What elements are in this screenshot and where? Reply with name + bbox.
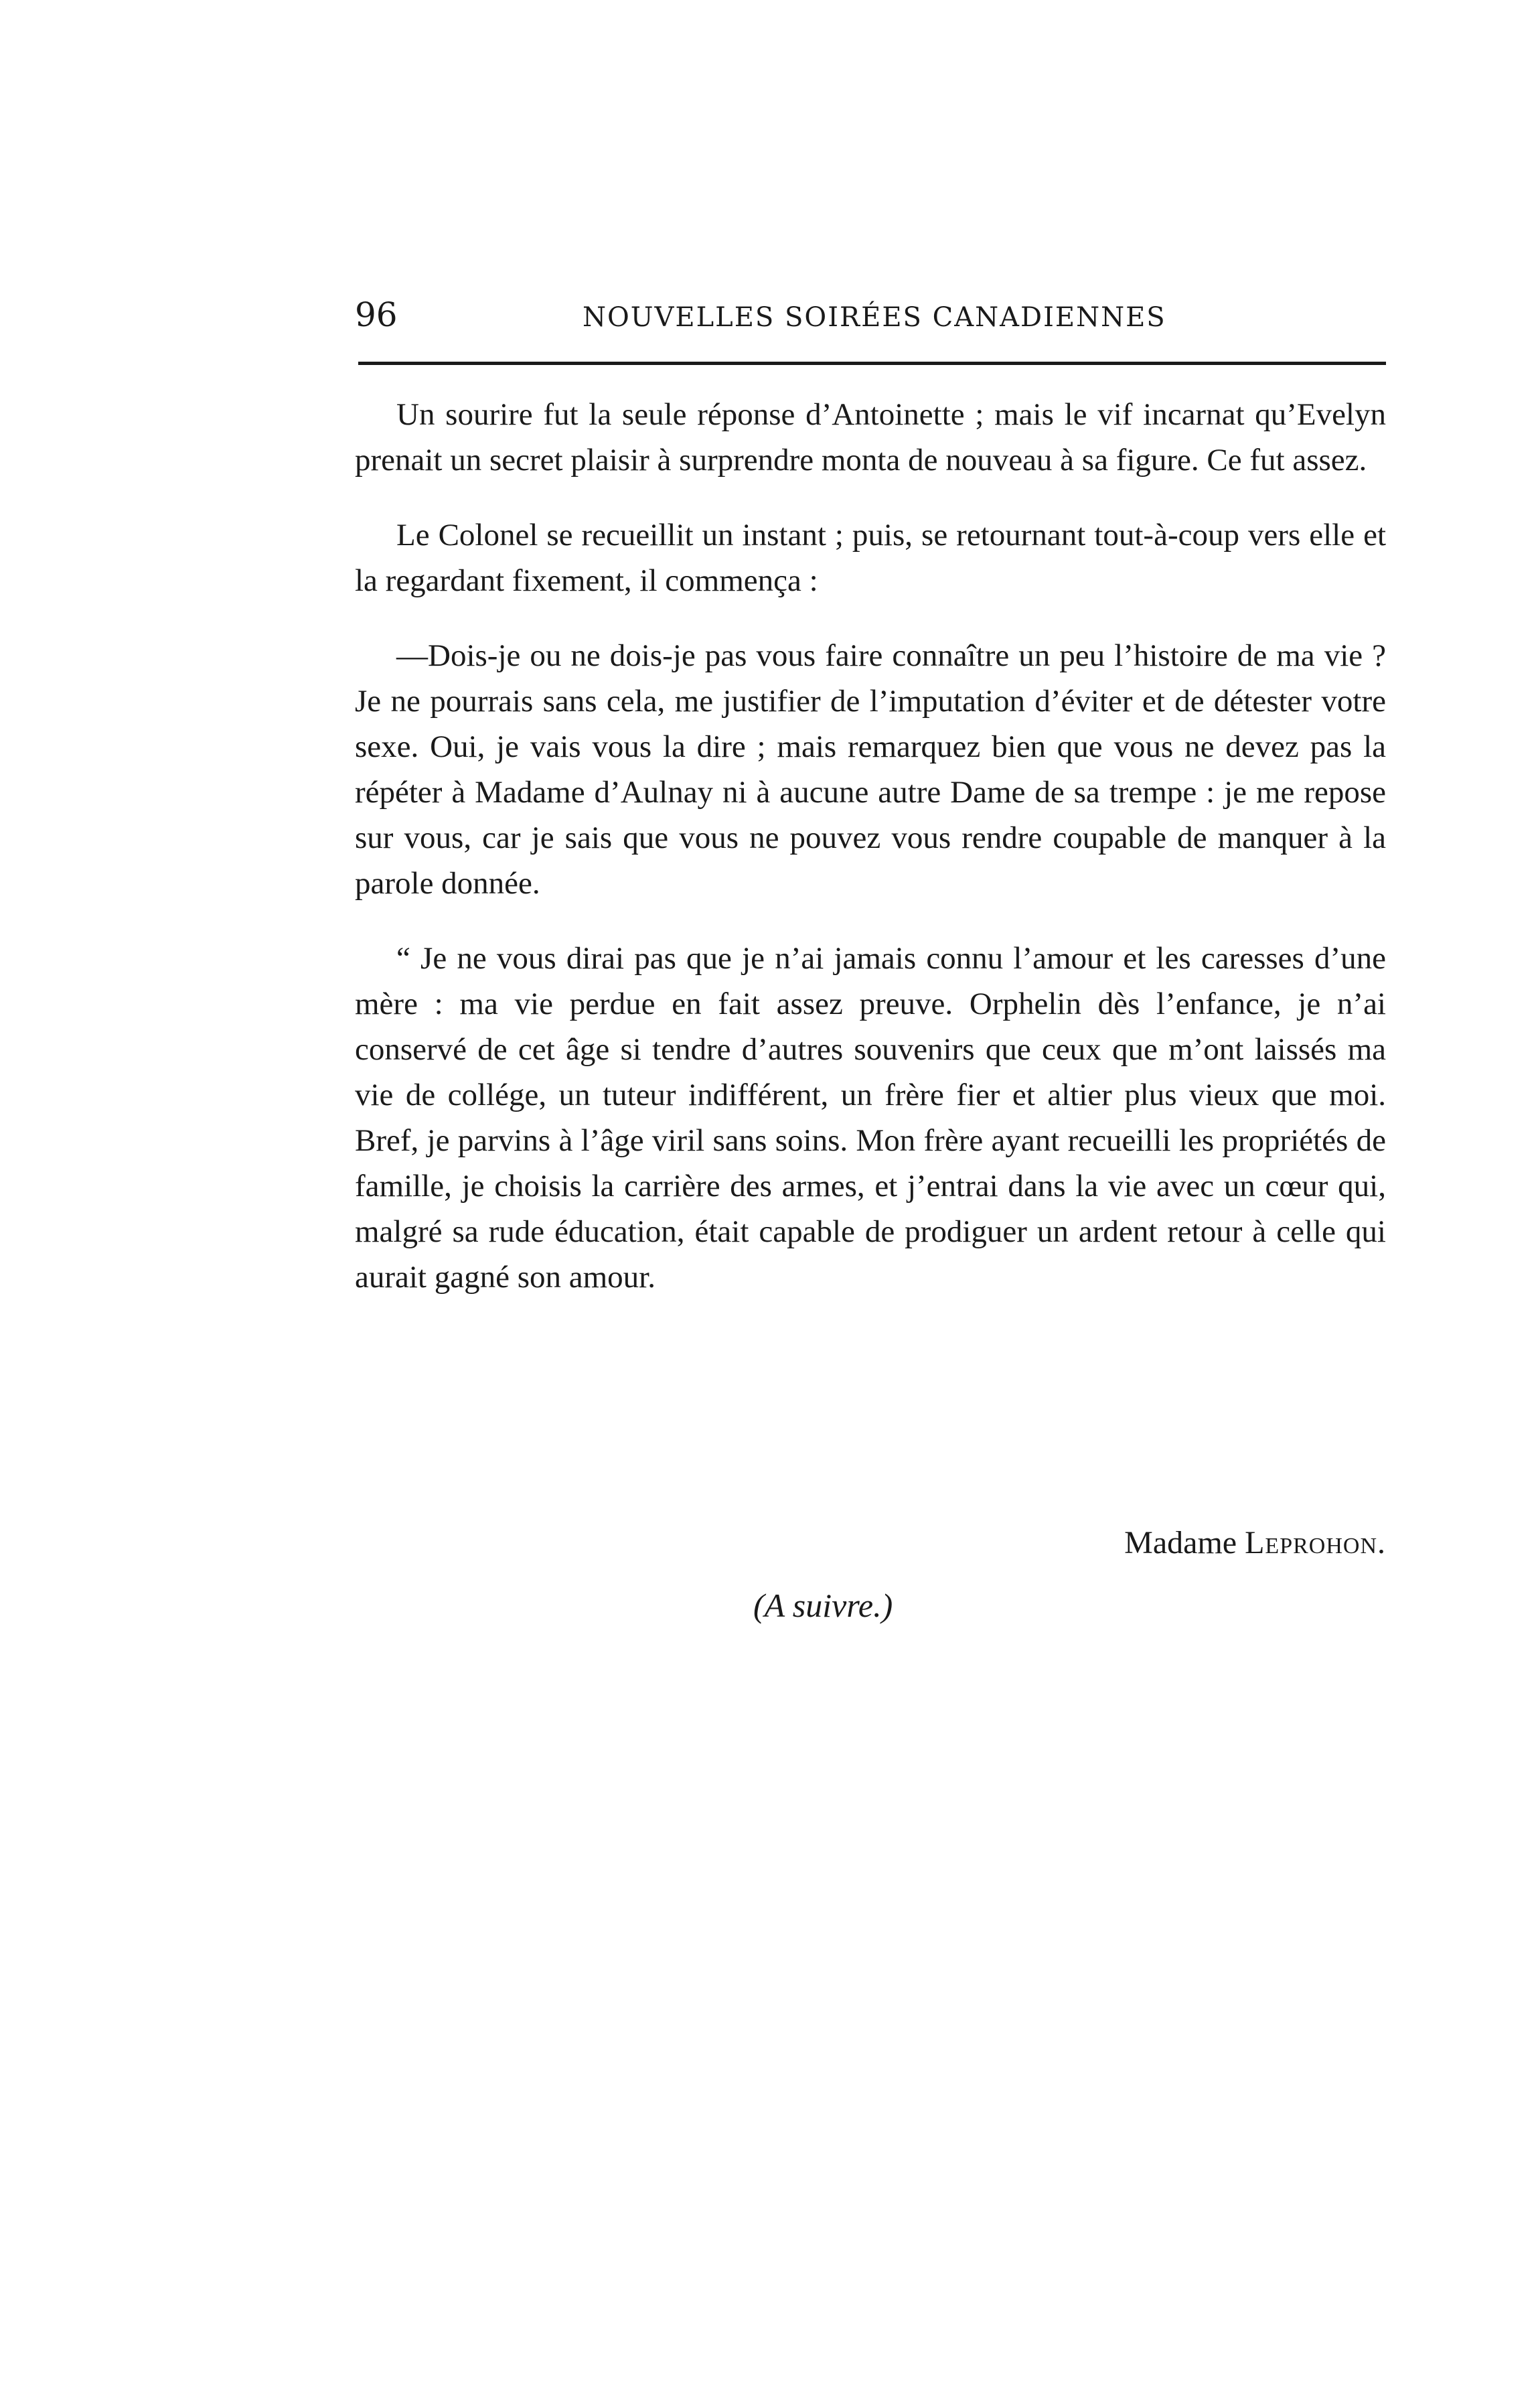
page-header [355, 288, 1386, 342]
running-title: NOUVELLES SOIRÉES CANADIENNES [583, 302, 1166, 333]
paragraph: —Dois-je ou ne dois-je pas vous faire connaître un peu l’histoire de ma vie ? Je ne pourrais sans cela, me justifier de l’imputation d’éviter et de détester votre sexe. Oui, je vais vous la dire ; mais remarquez bien que vous ne devez pas la répéter à Madame d’Aulnay ni à aucune autre Dame de sa trempe : je me repose sur vous, car je sais que vous ne pouvez vous rendre coupable de manquer à la parole donnée. [355, 638, 1386, 901]
paragraph: “ Je ne vous dirai pas que je n’ai jamais connu l’amour et les caresses d’une mère : ma vie perdue en fait assez preuve. Orphelin dès l’enfance, je n’ai conservé de cet âge si tendre d’autres souvenirs que ceux que m’ont laissés ma vie de collége, un tuteur indifférent, un frère fier et altier plus vieux que moi. Bref, je parvins à l’âge viril sans soins. Mon frère ayant recueilli les propriétés de famille, je choisis la carrière des armes, et j’entrai dans la vie avec un cœur qui, malgré sa rude éducation, était capable de prodiguer un ardent retour à celle qui aurait gagné son amour. [355, 941, 1386, 1295]
author-signature [1124, 1520, 1386, 1566]
paragraph: Le Colonel se recueillit un instant ; puis, se retournant tout-à-coup vers elle et la regardant fixement, il commença : [355, 518, 1386, 598]
body-text [355, 392, 1386, 1329]
header-rule [358, 362, 1386, 365]
paragraph: Un sourire fut la seule réponse d’Antoinette ; mais le vif incarnat qu’Evelyn prenait un secret plaisir à surprendre monta de nouveau à sa figure. Ce fut assez. [355, 397, 1386, 478]
to-be-continued-note: (A suivre.) [753, 1587, 893, 1624]
signature-prefix: Madame [1124, 1525, 1245, 1560]
page-number: 96 [355, 295, 398, 334]
signature-name: Leprohon. [1245, 1525, 1386, 1560]
